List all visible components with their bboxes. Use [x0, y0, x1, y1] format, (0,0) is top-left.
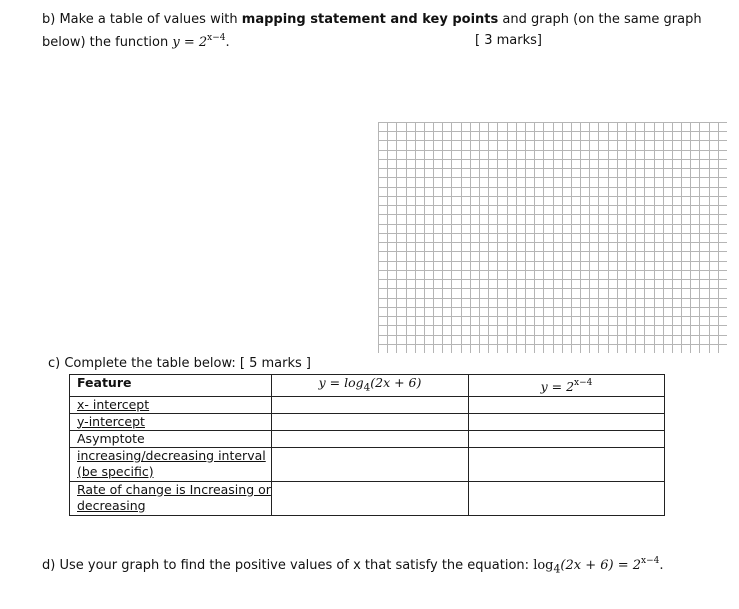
answer-cell[interactable] [469, 481, 665, 515]
row-label: x- intercept [70, 396, 272, 413]
table-row [70, 413, 665, 430]
question-d-text: d) Use your graph to find the positive values of x that satisfy the equation: [42, 558, 534, 573]
exp-func-exp: x−4 [574, 378, 593, 388]
function-expression [172, 35, 229, 50]
eq-end: . [659, 558, 664, 573]
header-log-function [272, 375, 469, 397]
question-b-line2-text: below) the function [42, 35, 173, 50]
question-b-line1 [42, 12, 702, 27]
row-label: y-intercept [70, 413, 272, 430]
table-row [70, 447, 665, 481]
feature-table [69, 374, 665, 516]
answer-cell[interactable] [272, 447, 469, 481]
question-c-label: c) Complete the table below: [ 5 marks ] [48, 356, 311, 371]
row-label: Asymptote [70, 430, 272, 447]
eq-lhs: log [533, 558, 554, 573]
function-end: . [225, 35, 230, 50]
row-label: increasing/decreasing interval (be specific) [70, 447, 272, 481]
grid-svg [378, 122, 727, 353]
eq-exp: x−4 [641, 556, 660, 566]
header-feature: Feature [70, 375, 272, 397]
equation [533, 556, 664, 576]
log-func-lhs: y = log [318, 375, 364, 390]
log-func-sub: 4 [363, 381, 371, 394]
question-b-prefix: b) Make a table of values with [42, 12, 242, 27]
question-b-bold-text: mapping statement and key points [241, 12, 499, 27]
answer-cell[interactable] [469, 430, 665, 447]
graph-paper-grid[interactable] [378, 122, 727, 353]
function-exponent: x−4 [207, 33, 226, 43]
answer-cell[interactable] [272, 413, 469, 430]
question-b-marks: [ 3 marks] [475, 33, 542, 48]
table-row [70, 396, 665, 413]
row-label: Rate of change is Increasing or decreasing [70, 481, 272, 515]
function-lhs: y = 2 [172, 35, 208, 50]
log-func-rest: (2x + 6) [370, 375, 422, 390]
answer-cell[interactable] [469, 396, 665, 413]
question-b-line2 [42, 33, 230, 50]
answer-cell[interactable] [469, 413, 665, 430]
answer-cell[interactable] [469, 447, 665, 481]
table-row [70, 481, 665, 515]
question-d [42, 556, 663, 576]
answer-cell[interactable] [272, 430, 469, 447]
question-b-suffix: and graph (on the same graph [498, 12, 702, 27]
header-exp-function [469, 375, 665, 397]
answer-cell[interactable] [272, 481, 469, 515]
answer-cell[interactable] [272, 396, 469, 413]
table-row [70, 430, 665, 447]
eq-sub: 4 [553, 562, 561, 576]
exp-func-lhs: y = 2 [540, 379, 575, 394]
eq-mid: (2x + 6) = 2 [560, 558, 641, 573]
